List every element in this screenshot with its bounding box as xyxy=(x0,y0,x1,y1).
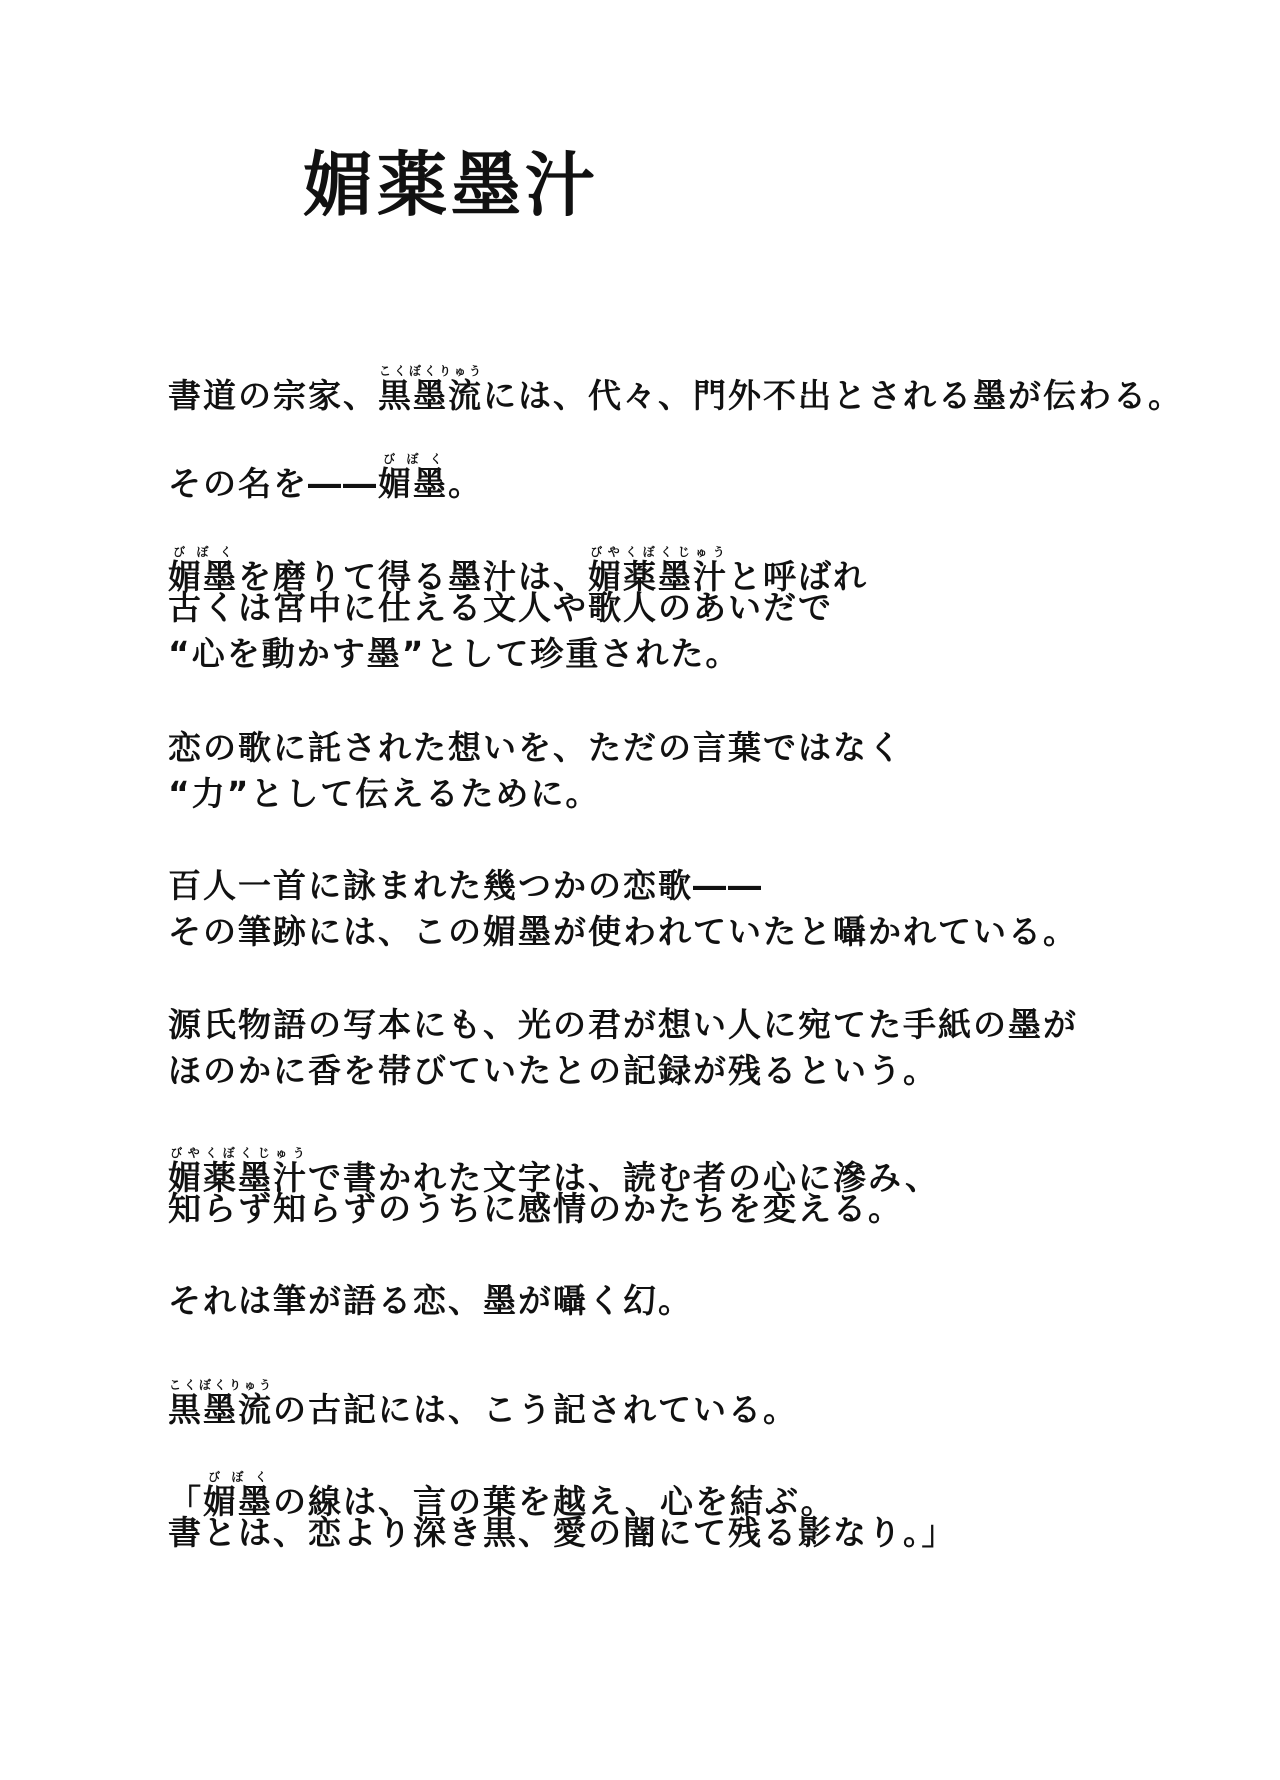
body-line xyxy=(168,1146,940,1197)
text-segment: で書かれた文字は、読む者の心に滲み、 xyxy=(308,1158,940,1197)
page-title: 媚薬墨汁 xyxy=(303,144,599,226)
furigana: びぼく xyxy=(203,1470,273,1484)
body-line xyxy=(168,1470,836,1521)
body-line: 源氏物語の写本にも、光の君が想い人に宛てた手紙の墨が xyxy=(168,1005,1078,1044)
body-line xyxy=(168,452,483,503)
text-segment: の線は、言の葉を越え、心を結ぶ。 xyxy=(273,1482,836,1521)
ruby-word xyxy=(378,364,483,415)
furigana: びやくぼくじゅう xyxy=(588,545,728,559)
body-line: 知らず知らずのうちに感情のかたちを変える。 xyxy=(168,1189,903,1228)
ruby-base: 媚墨 xyxy=(378,464,448,503)
body-line: それは筆が語る恋、墨が囁く幻。 xyxy=(168,1281,693,1320)
open-bracket: 「 xyxy=(168,1482,203,1521)
furigana: こくぼくりゅう xyxy=(168,1378,273,1392)
furigana: びぼく xyxy=(378,452,448,466)
text-segment: 書道の宗家、 xyxy=(168,376,378,415)
body-line: “力”として伝えるために。 xyxy=(168,774,601,813)
body-line: ほのかに香を帯びていたとの記録が残るという。 xyxy=(168,1051,938,1090)
text-segment: 。 xyxy=(448,464,483,503)
body-line: 恋の歌に託された想いを、ただの言葉ではなく xyxy=(168,728,903,767)
text-segment: を磨りて得る墨汁は、 xyxy=(238,557,588,596)
furigana: びやくぼくじゅう xyxy=(168,1146,308,1160)
furigana: びぼく xyxy=(168,545,238,559)
body-line: 書とは、恋より深き黒、愛の闇にて残る影なり。」 xyxy=(168,1513,957,1552)
body-line: 古くは宮中に仕える文人や歌人のあいだで xyxy=(168,588,833,627)
body-line: “心を動かす墨”として珍重された。 xyxy=(168,634,741,673)
furigana: こくぼくりゅう xyxy=(378,364,483,378)
body-line xyxy=(168,364,1183,415)
body-line: その筆跡には、この媚墨が使われていたと囁かれている。 xyxy=(168,912,1078,951)
text-segment: その名を―― xyxy=(168,464,378,503)
body-line xyxy=(168,545,868,596)
ruby-base: 媚薬墨汁 xyxy=(588,557,728,596)
ruby-base: 黒墨流 xyxy=(378,376,483,415)
ruby-base: 媚墨 xyxy=(168,557,238,596)
ruby-base: 媚墨 xyxy=(203,1482,273,1521)
ruby-word xyxy=(378,452,448,503)
body-line xyxy=(168,1378,798,1429)
text-segment: には、代々、門外不出とされる墨が伝わる。 xyxy=(483,376,1183,415)
text-segment: の古記には、こう記されている。 xyxy=(273,1390,798,1429)
ruby-base: 黒墨流 xyxy=(168,1390,273,1429)
text-segment: と呼ばれ xyxy=(728,557,868,596)
ruby-word xyxy=(168,1378,273,1429)
body-line: 百人一首に詠まれた幾つかの恋歌―― xyxy=(168,866,763,905)
ruby-base: 媚薬墨汁 xyxy=(168,1158,308,1197)
